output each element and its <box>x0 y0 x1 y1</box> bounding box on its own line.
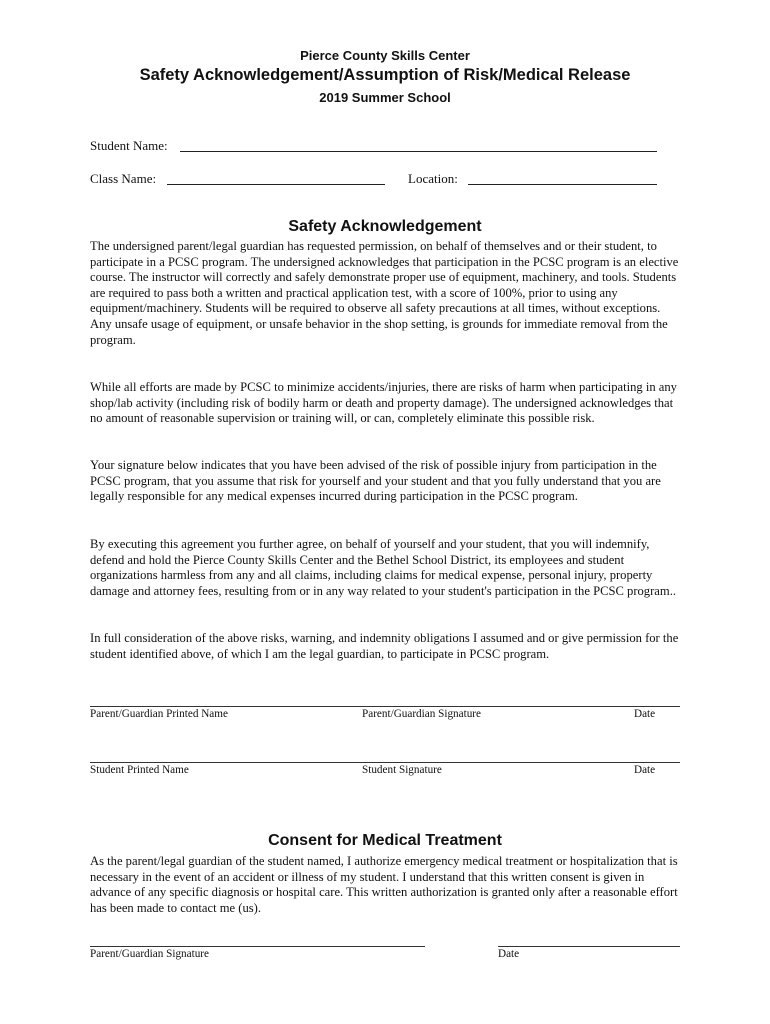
form-subtitle: 2019 Summer School <box>319 90 451 105</box>
class-name-label: Class Name: <box>90 171 157 186</box>
medical-date-label: Date <box>498 948 520 960</box>
medical-consent-paragraph: As the parent/legal guardian of the student named, I authorize emergency medical treatment or hospitalization that is necessary in the event of an accident or illness of my student. I understand that this written consent is given in advance of any specific diagnosis or hospital care. This written authorization is granted only after a reasonable effort has been made to contact me (us). <box>90 854 678 915</box>
medical-consent-heading: Consent for Medical Treatment <box>268 832 502 849</box>
safety-paragraph-2: While all efforts are made by PCSC to minimize accidents/injuries, there are risks of harm when participating in any shop/lab activity (including risk of bodily harm or death and property damage). The undersigned acknowledges that no amount of reasonable supervision or training will, or can, completely eliminate this possible risk. <box>90 380 677 426</box>
parent-date-label: Date <box>634 708 656 720</box>
medical-date-line[interactable] <box>498 946 680 947</box>
location-field[interactable] <box>468 184 657 185</box>
safety-paragraph-4: By executing this agreement you further agree, on behalf of yourself and your student, that you will indemnify, defend and hold the Pierce County Skills Center and the Bethel School District, its employees and student organizations harmless from any and all claims, including claims for medical expense, personal injury, property damage and attorney fees, resulting from or in any way related to your student's participation in the PCSC program.. <box>90 537 676 598</box>
safety-paragraph-3: Your signature below indicates that you have been advised of the risk of possible injury from participation in the PCSC program, that you assume that risk for yourself and your student and that you fully understand that you are legally responsible for any medical expenses incurred during participation in the PCSC program. <box>90 458 661 504</box>
student-date-label: Date <box>634 764 656 776</box>
safety-paragraph-1: The undersigned parent/legal guardian has requested permission, on behalf of themselves and or their student, to participate in a PCSC program. The undersigned acknowledges that participation in the PCSC program is an elective course. The instructor will correctly and safely demonstrate proper use of equipment, machinery, and tools. Students are required to pass both a written and practical application test, with a score of 100%, prior to using any equipment/machinery. Students will be required to observe all safety precautions at all times, without exceptions. Any unsafe usage of equipment, or unsafe behavior in the shop setting, is grounds for immediate removal from the program. <box>90 239 679 347</box>
organization-name: Pierce County Skills Center <box>300 48 470 63</box>
student-signature-label: Student Signature <box>362 764 442 776</box>
medical-guardian-signature-label: Parent/Guardian Signature <box>90 948 209 960</box>
location-label: Location: <box>408 171 458 186</box>
class-name-field[interactable] <box>167 184 385 185</box>
medical-guardian-signature-line[interactable] <box>90 946 425 947</box>
student-name-field[interactable] <box>180 151 657 152</box>
safety-paragraph-5: In full consideration of the above risks, warning, and indemnity obligations I assumed and or give permission for the student identified above, of which I am the legal guardian, to participate in PCSC program. <box>90 631 679 661</box>
student-name-label: Student Name: <box>90 138 168 153</box>
parent-signature-line[interactable] <box>90 706 680 707</box>
parent-signature-label: Parent/Guardian Signature <box>362 708 481 720</box>
student-signature-line[interactable] <box>90 762 680 763</box>
parent-printed-name-label: Parent/Guardian Printed Name <box>90 708 228 720</box>
student-printed-name-label: Student Printed Name <box>90 764 189 776</box>
safety-acknowledgement-heading: Safety Acknowledgement <box>288 218 482 235</box>
form-title: Safety Acknowledgement/Assumption of Risk/Medical Release <box>139 66 631 84</box>
